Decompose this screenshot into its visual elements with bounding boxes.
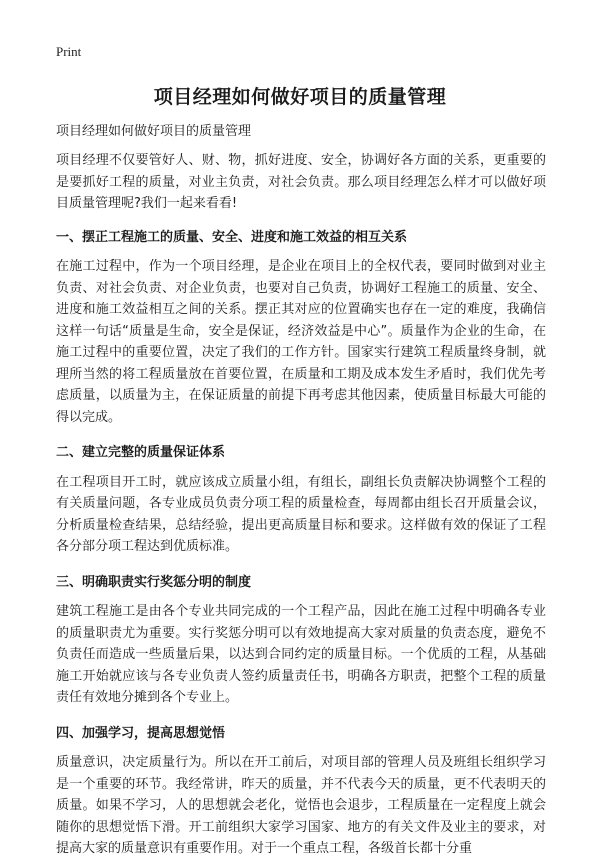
section-body-3: 建筑工程施工是由各个专业共同完成的一个工程产品，因此在施工过程中明确各专业的质量职责尤为重要。实行奖惩分明可以有效地提高大家对质量的负责态度，避免不负责任而造成一些质量后果，以达到合同约定的质量目标。一个优质的工程，从基础施工开始就应该与各专业负责人签约质量责任书，明确各方职责，把整个工程的质量责任有效地分摊到各个专业上。 <box>56 604 546 705</box>
section-body-1: 在施工过程中，作为一个项目经理，是企业在项目上的全权代表，要同时做到对业主负责、对社会负责、对企业负责，也要对自己负责，协调好工程施工的质量、安全、进度和施工效益相互之间的关系。摆正其对应的位置确实也存在一定的难度，我确信这样一句话“质量是生命，安全是保证，经济效益是中心”。质量作为企业的生命，在施工过程中的重要位置，决定了我们的工作方针。国家实行建筑工程质量终身制，就理所当然的将工程质量放在首要位置，在质量和工期及成本发生矛盾时，我们优先考虑质量，以质量为主，在保证质量的前提下再考虑其他因素，使质量目标最大可能的得以完成。 <box>56 259 546 425</box>
print-label: Print <box>56 44 82 59</box>
section-heading-3: 三、明确职责实行奖惩分明的制度 <box>56 574 252 590</box>
document-subtitle: 项目经理如何做好项目的质量管理 <box>56 124 252 139</box>
section-heading-2: 二、建立完整的质量保证体系 <box>56 445 226 460</box>
section-heading-1: 一、摆正工程施工的质量、安全、进度和施工效益的相互关系 <box>56 229 408 245</box>
document-body <box>56 150 546 860</box>
section-body-2: 在工程项目开工时，就应该成立质量小组，有组长，副组长负责解决协调整个工程的有关质量问题，各专业成员负责分项工程的质量检查，每周都由组长召开质量会议，分析质量检查结果，总结经验，提出更高质量目标和要求。这样做有效的保证了工程各分部分项工程达到优质标准。 <box>56 474 546 554</box>
section-heading-4: 四、加强学习，提高思想觉悟 <box>56 725 226 741</box>
page-title: 项目经理如何做好项目的质量管理 <box>153 86 447 108</box>
section-body-4: 质量意识，决定质量行为。所以在开工前后，对项目部的管理人员及班组长组织学习是一个重要的环节。我经常讲，昨天的质量，并不代表今天的质量，更不代表明天的质量。如果不学习，人的思想就会老化，觉悟也会退步，工程质量在一定程度上就会随你的思想觉悟下滑。开工前组织大家学习国家、地方的有关文件及业主的要求，对提高大家的质量意识有重要作用。对于一个重点工程，各级首长都十分重 <box>56 755 546 856</box>
intro-paragraph: 项目经理不仅要管好人、财、物，抓好进度、安全，协调好各方面的关系，更重要的是要抓好工程的质量，对业主负责，对社会负责。那么项目经理怎么样才可以做好项目质量管理呢?我们一起来看看! <box>56 153 546 211</box>
